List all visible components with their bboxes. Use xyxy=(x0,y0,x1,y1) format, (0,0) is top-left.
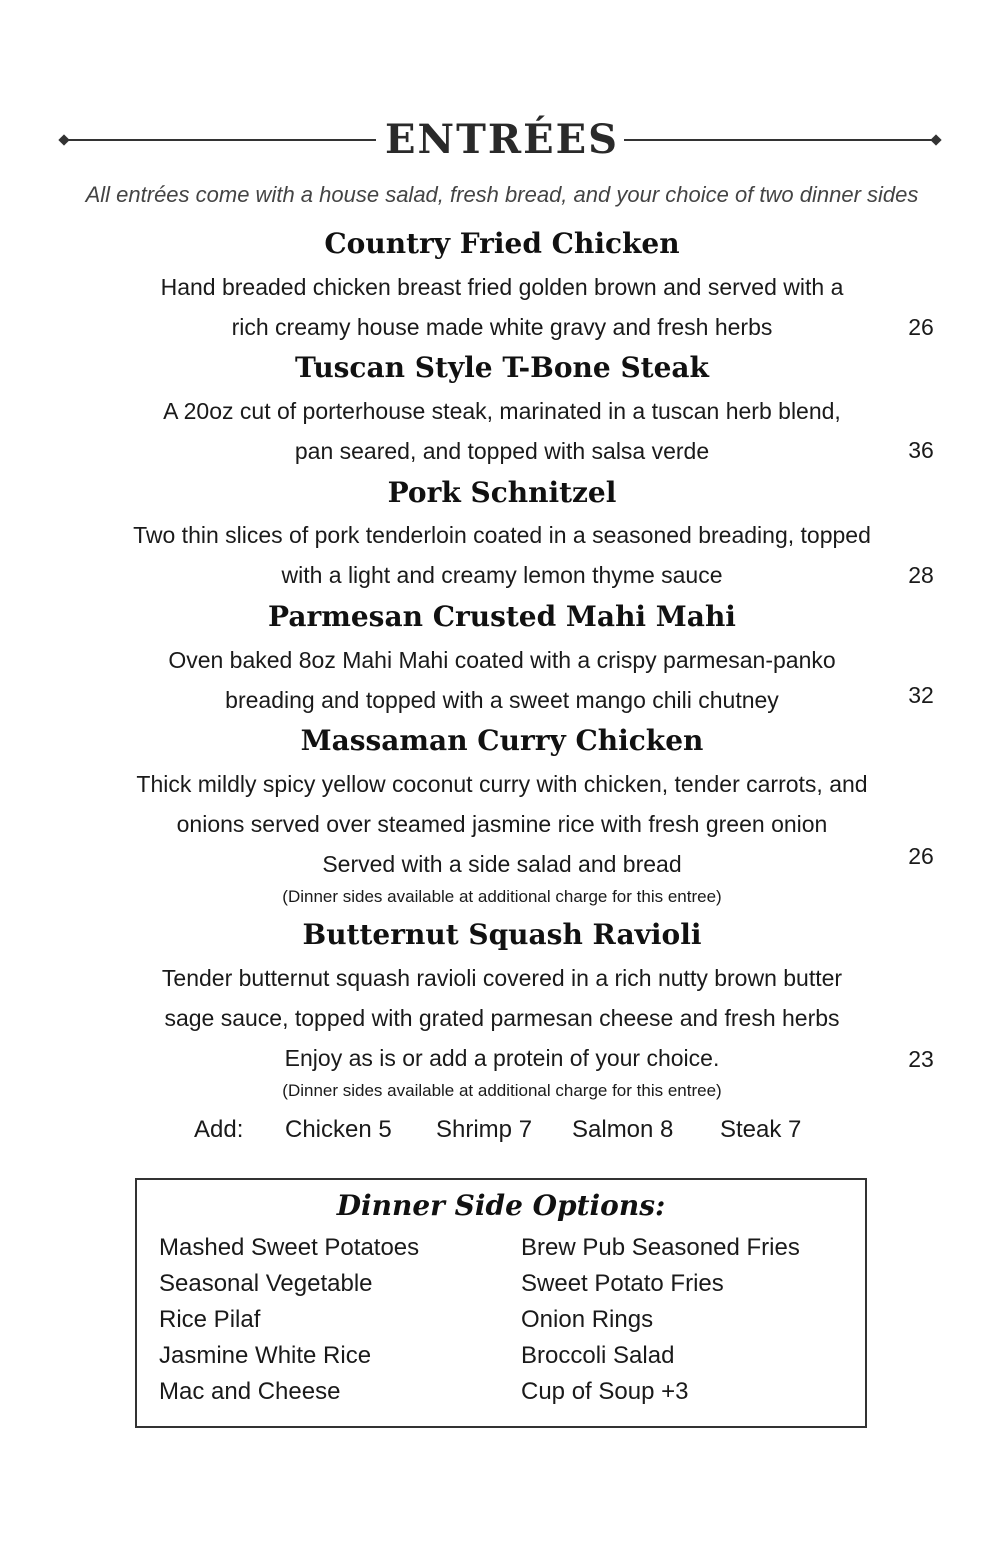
entree-description xyxy=(40,267,964,347)
entree-price: 28 xyxy=(908,562,934,588)
side-option: Onion Rings xyxy=(521,1306,654,1333)
entree-name: Butternut Squash Ravioli xyxy=(302,918,702,951)
addon-item: Chicken 5 xyxy=(285,1116,392,1143)
entree-name: Massaman Curry Chicken xyxy=(300,724,704,757)
description-line: Oven baked 8oz Mahi Mahi coated with a crispy parmesan-panko xyxy=(168,647,836,673)
description-line: Hand breaded chicken breast fried golden brown and served with a xyxy=(160,274,844,300)
side-option: Cup of Soup +3 xyxy=(521,1378,689,1405)
description-line: rich creamy house made white gravy and fresh herbs xyxy=(231,314,773,340)
side-option: Mac and Cheese xyxy=(159,1378,341,1405)
description-line: Enjoy as is or add a protein of your choice. xyxy=(284,1045,720,1071)
entree-description xyxy=(40,515,964,595)
entree-price: 26 xyxy=(908,314,934,340)
entree-price: 36 xyxy=(908,437,934,463)
entree-price: 32 xyxy=(908,682,934,708)
entree-name: Parmesan Crusted Mahi Mahi xyxy=(268,600,736,633)
entree-price: 26 xyxy=(908,843,934,869)
side-option: Seasonal Vegetable xyxy=(159,1270,373,1297)
sides-box xyxy=(135,1178,867,1428)
entree-description xyxy=(40,640,964,720)
entree-description xyxy=(40,958,964,1078)
side-option: Brew Pub Seasoned Fries xyxy=(521,1234,800,1261)
entree-note: (Dinner sides available at additional charge for this entree) xyxy=(282,1081,722,1100)
description-line: onions served over steamed jasmine rice with fresh green onion xyxy=(176,811,828,837)
addon-label: Add: xyxy=(194,1116,244,1143)
addon-item: Shrimp 7 xyxy=(436,1116,533,1143)
entree-description xyxy=(40,391,964,471)
entree-name: Pork Schnitzel xyxy=(387,476,617,509)
description-line: Tender butternut squash ravioli covered in a rich nutty brown butter xyxy=(161,965,843,991)
description-line: Thick mildly spicy yellow coconut curry with chicken, tender carrots, and xyxy=(136,771,868,797)
description-line: pan seared, and topped with salsa verde xyxy=(294,438,710,464)
description-line: A 20oz cut of porterhouse steak, marinated in a tuscan herb blend, xyxy=(163,398,841,424)
description-line: Two thin slices of pork tenderloin coated in a seasoned breading, topped xyxy=(133,522,871,548)
entree-price: 23 xyxy=(908,1046,934,1072)
entree-name: Country Fried Chicken xyxy=(324,227,680,260)
entree-name: Tuscan Style T-Bone Steak xyxy=(295,351,709,384)
sides-title: Dinner Side Options: xyxy=(336,1189,666,1222)
entree-note: (Dinner sides available at additional charge for this entree) xyxy=(282,887,722,906)
description-line: sage sauce, topped with grated parmesan cheese and fresh herbs xyxy=(164,1005,840,1031)
side-option: Sweet Potato Fries xyxy=(521,1270,724,1297)
description-line: Served with a side salad and bread xyxy=(322,851,682,877)
addon-row xyxy=(0,1112,1004,1152)
addon-item: Steak 7 xyxy=(720,1116,802,1143)
side-option: Jasmine White Rice xyxy=(159,1342,372,1369)
description-line: with a light and creamy lemon thyme sauce xyxy=(281,562,723,588)
page-title: ENTRÉES xyxy=(385,116,619,163)
section-header xyxy=(0,112,1004,168)
divider-line-right xyxy=(624,139,936,141)
side-option: Mashed Sweet Potatoes xyxy=(159,1234,420,1261)
page-subtitle: All entrées come with a house salad, fresh bread, and your choice of two dinner sides xyxy=(85,182,919,207)
addon-item: Salmon 8 xyxy=(572,1116,674,1143)
entree-description xyxy=(40,764,964,884)
side-option: Rice Pilaf xyxy=(159,1306,261,1333)
sides-column-right xyxy=(521,1230,800,1410)
description-line: breading and topped with a sweet mango chili chutney xyxy=(225,687,779,713)
side-option: Broccoli Salad xyxy=(521,1342,675,1369)
sides-column-left xyxy=(159,1230,419,1410)
